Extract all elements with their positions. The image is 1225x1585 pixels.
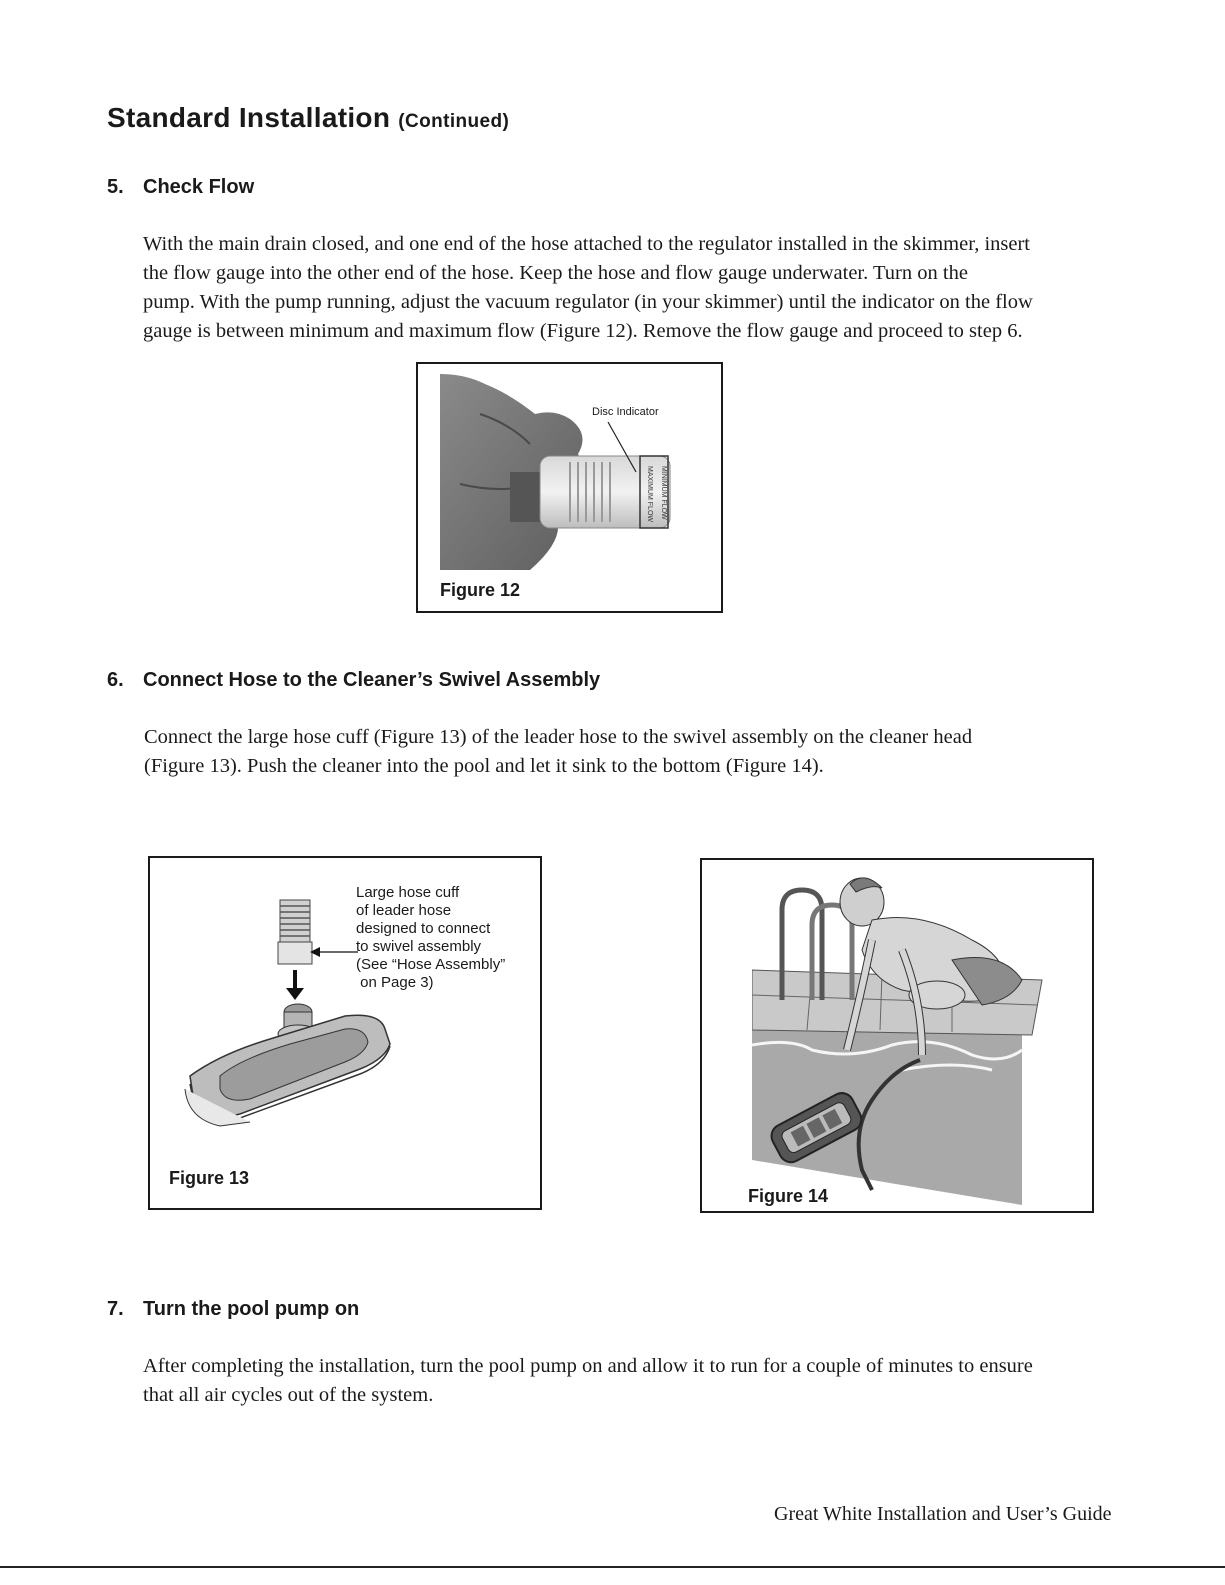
text-line: After completing the installation, turn the pool pump on and allow it to run for a couple of minutes to ensure (143, 1355, 1033, 1377)
callout-arrow-icon (310, 944, 360, 960)
callout-line: (See “Hose Assembly” (356, 956, 506, 973)
step-number: 7. (107, 1298, 124, 1320)
step-title: Check Flow (143, 176, 255, 198)
gauge-max-text: MAXIMUM FLOW (646, 466, 653, 522)
gauge-min-text: MINIMUM FLOW (660, 466, 667, 520)
pool-scene-illustration (752, 870, 1082, 1210)
step-6-body (144, 723, 972, 781)
flow-gauge-illustration (440, 374, 680, 574)
figure-13 (148, 856, 542, 1210)
hose-cuff (278, 900, 312, 964)
figure-13-caption: Figure 13 (169, 1168, 250, 1188)
figure-12-caption: Figure 12 (440, 580, 521, 600)
step-number: 5. (107, 176, 124, 198)
text-line: gauge is between minimum and maximum flow (Figure 12). Remove the flow gauge and proceed to step 6. (143, 320, 1023, 342)
step-7-body (143, 1352, 1033, 1410)
text-line: the flow gauge into the other end of the hose. Keep the hose and flow gauge underwater. Turn on the (143, 262, 968, 284)
footer-rule (0, 1566, 1225, 1568)
text-line: pump. With the pump running, adjust the vacuum regulator (in your skimmer) until the indicator on the flow (143, 291, 1033, 313)
callout-line: to swivel assembly (356, 938, 482, 955)
text-line: Connect the large hose cuff (Figure 13) of the leader hose to the swivel assembly on the cleaner head (144, 726, 973, 748)
figure-14-caption: Figure 14 (748, 1186, 829, 1206)
text-line: that all air cycles out of the system. (143, 1384, 434, 1406)
step-6-heading (107, 669, 600, 692)
step-5-body (143, 230, 1033, 346)
text-line: (Figure 13). Push the cleaner into the pool and let it sink to the bottom (Figure 14). (144, 755, 824, 777)
figure-14 (700, 858, 1094, 1213)
text-line: With the main drain closed, and one end of the hose attached to the regulator installed in the skimmer, insert (143, 233, 1030, 255)
hose-cuff-callout (356, 884, 505, 992)
step-title: Turn the pool pump on (143, 1298, 360, 1320)
callout-line: Large hose cuff (356, 884, 460, 901)
disc-indicator-label: Disc Indicator (592, 406, 659, 418)
title-text: Standard Installation (107, 102, 391, 133)
title-subtitle: (Continued) (398, 111, 510, 132)
callout-line: of leader hose (356, 902, 452, 919)
down-arrow-icon (286, 988, 304, 1000)
callout-line: designed to connect (356, 920, 491, 937)
figure-12 (416, 362, 723, 613)
page-title (107, 102, 509, 134)
callout-line: on Page 3) (356, 974, 434, 991)
footer-text: Great White Installation and User’s Guide (774, 1503, 1112, 1525)
step-title: Connect Hose to the Cleaner’s Swivel Assembly (143, 669, 601, 691)
step-7-heading (107, 1298, 359, 1321)
step-5-heading (107, 176, 254, 199)
step-number: 6. (107, 669, 124, 691)
